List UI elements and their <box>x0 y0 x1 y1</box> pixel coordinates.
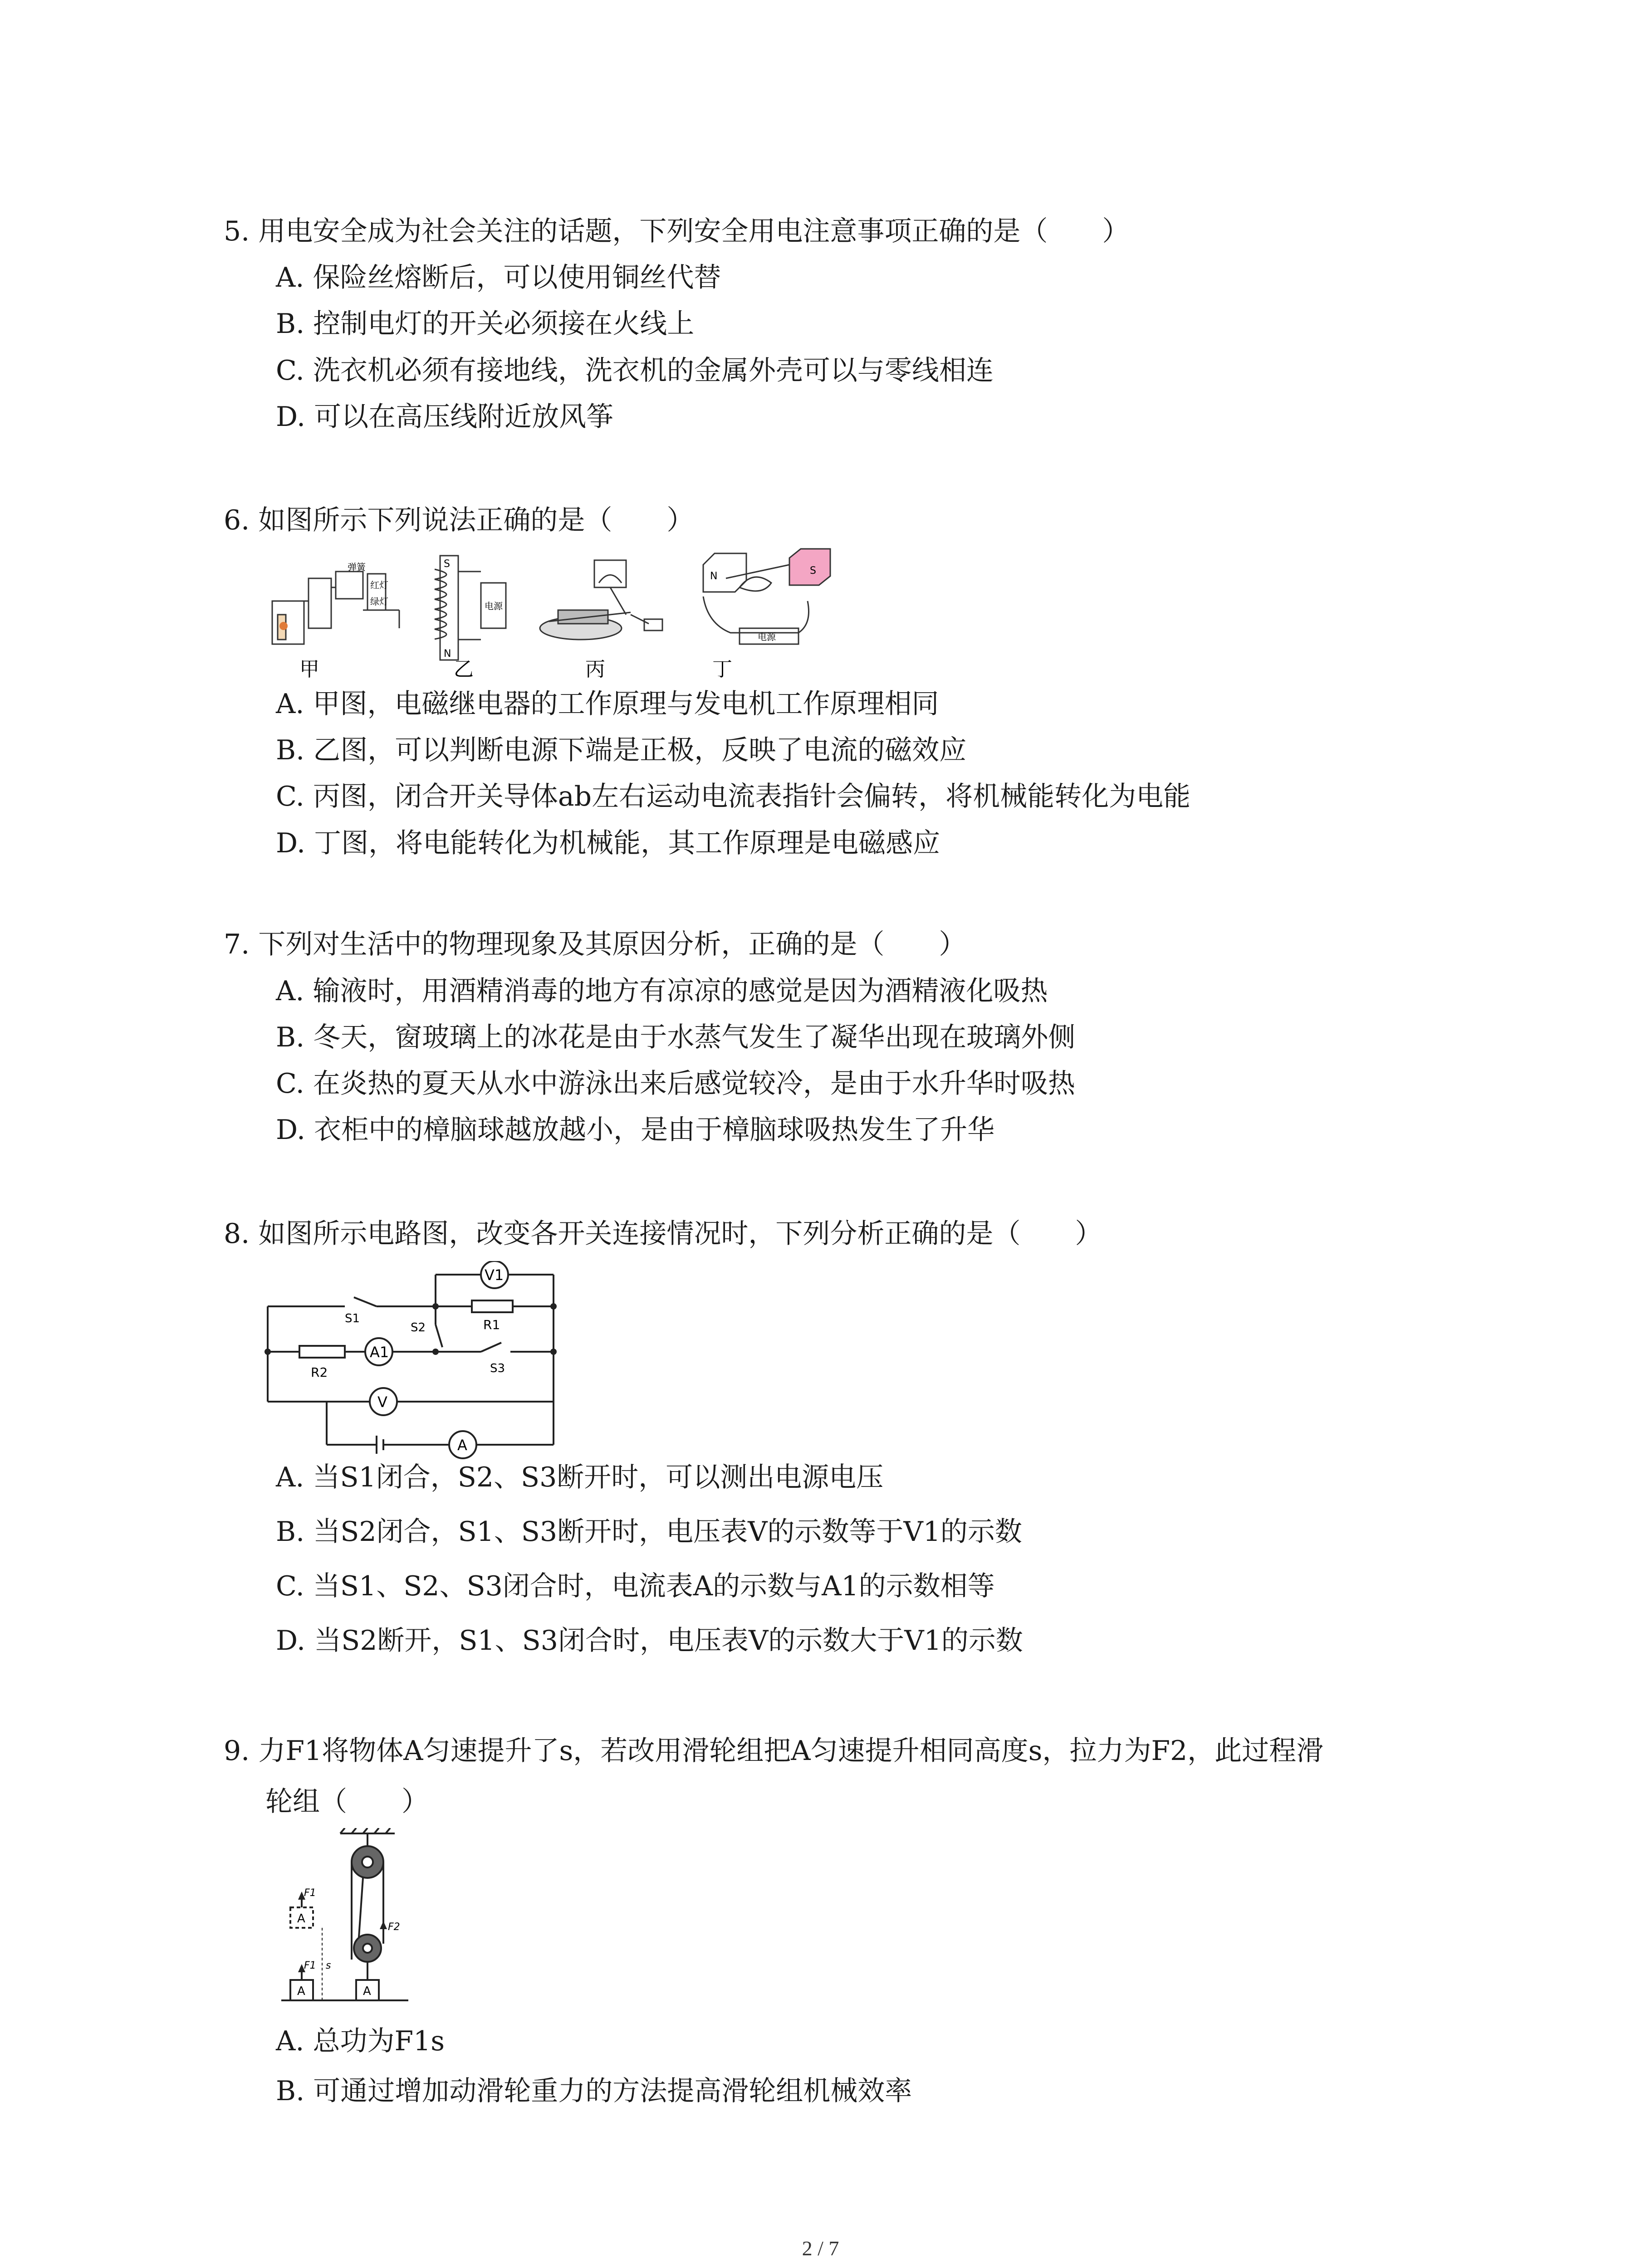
relay-label-green-lamp: 绿灯 <box>370 596 388 607</box>
power-label: 电源 <box>485 601 503 611</box>
q9-option-a: A. 总功为F1s <box>276 2025 445 2057</box>
r2-resistor-label: R2 <box>311 1365 328 1380</box>
s2-switch-label: S2 <box>411 1321 426 1334</box>
r1-resistor-label: R1 <box>483 1317 500 1332</box>
motor-pole-n-label: N <box>710 571 718 582</box>
q5-option-c: C. 洗衣机必须有接地线，洗衣机的金属外壳可以与零线相连 <box>276 355 994 386</box>
block-a-left-label: A <box>297 1984 305 1998</box>
q9-pulley-figure <box>272 1828 426 2014</box>
page-number: 2 / 7 <box>802 2237 839 2260</box>
q7-option-d: D. 衣柜中的樟脑球越放越小，是由于樟脑球吸热发生了升华 <box>276 1114 995 1146</box>
motor-diagram <box>703 549 830 644</box>
motor-power-label: 电源 <box>758 631 776 642</box>
q6-option-a: A. 甲图，电磁继电器的工作原理与发电机工作原理相同 <box>276 688 939 720</box>
q5-option-d: D. 可以在高压线附近放风筝 <box>276 401 614 433</box>
figure-label-ding: 丁 <box>712 658 732 681</box>
q7-option-c: C. 在炎热的夏天从水中游泳出来后感觉较冷，是由于水升华时吸热 <box>276 1068 1075 1100</box>
q8-option-d: D. 当S2断开，S1、S3闭合时，电压表V的示数大于V1的示数 <box>276 1625 1023 1657</box>
q8-circuit-figure <box>263 1261 563 1461</box>
a1-meter-label: A1 <box>370 1344 389 1361</box>
figure-label-jia: 甲 <box>299 658 319 681</box>
q7-option-a: A. 输液时，用酒精消毒的地方有凉凉的感觉是因为酒精液化吸热 <box>276 975 1048 1007</box>
figure-label-bing: 丙 <box>585 658 605 681</box>
q9-option-b: B. 可通过增加动滑轮重力的方法提高滑轮组机械效率 <box>276 2075 912 2107</box>
q6-figure <box>268 547 853 683</box>
q5-option-b: B. 控制电灯的开关必须接在火线上 <box>276 308 695 340</box>
q6-option-c: C. 丙图，闭合开关导体ab左右运动电流表指针会偏转，将机械能转化为电能 <box>276 781 1191 812</box>
a-meter-label: A <box>457 1437 467 1454</box>
q8-option-c: C. 当S1、S2、S3闭合时，电流表A的示数与A1的示数相等 <box>276 1570 995 1602</box>
question-5-stem: 5. 用电安全成为社会关注的话题，下列安全用电注意事项正确的是（ ） <box>224 215 1130 247</box>
question-9-stem-line1: 9. 力F1将物体A匀速提升了s，若改用滑轮组把A匀速提升相同高度s，拉力为F2，此过程滑 <box>224 1735 1324 1767</box>
q6-option-d: D. 丁图，将电能转化为机械能，其工作原理是电磁感应 <box>276 827 941 859</box>
f1-upper-label: F1 <box>304 1887 316 1899</box>
v-meter-label: V <box>377 1393 387 1411</box>
pole-n-label: N <box>444 648 451 660</box>
induction-diagram <box>540 560 662 640</box>
block-a-right-label: A <box>363 1984 371 1998</box>
q5-option-a: A. 保险丝熔断后，可以使用铜丝代替 <box>276 262 721 293</box>
figure-label-yi: 乙 <box>454 658 474 681</box>
q6-option-b: B. 乙图，可以判断电源下端是正极，反映了电流的磁效应 <box>276 734 967 766</box>
question-9-stem-line2: 轮组（ ） <box>265 1786 429 1818</box>
motor-pole-s-label: S <box>810 565 816 577</box>
f1-lower-label: F1 <box>304 1960 316 1971</box>
question-8-stem: 8. 如图所示电路图，改变各开关连接情况时，下列分析正确的是（ ） <box>224 1218 1102 1250</box>
q7-option-b: B. 冬天，窗玻璃上的冰花是由于水蒸气发生了凝华出现在玻璃外侧 <box>276 1022 1076 1053</box>
question-7-stem: 7. 下列对生活中的物理现象及其原因分析，正确的是（ ） <box>224 929 966 960</box>
relay-label-spring: 弹簧 <box>348 562 366 572</box>
v1-meter-label: V1 <box>485 1266 504 1284</box>
pole-s-label: S <box>444 558 450 570</box>
f2-label: F2 <box>388 1921 400 1933</box>
block-a-dashed-label: A <box>297 1912 305 1926</box>
s1-switch-label: S1 <box>345 1312 360 1325</box>
q8-option-a: A. 当S1闭合，S2、S3断开时，可以测出电源电压 <box>276 1461 884 1493</box>
height-s-label: s <box>326 1960 331 1971</box>
s3-switch-label: S3 <box>490 1362 505 1375</box>
relay-label-red-lamp: 红灯 <box>370 580 388 591</box>
question-6-stem: 6. 如图所示下列说法正确的是（ ） <box>224 504 694 536</box>
q8-option-b: B. 当S2闭合，S1、S3断开时，电压表V的示数等于V1的示数 <box>276 1516 1022 1548</box>
